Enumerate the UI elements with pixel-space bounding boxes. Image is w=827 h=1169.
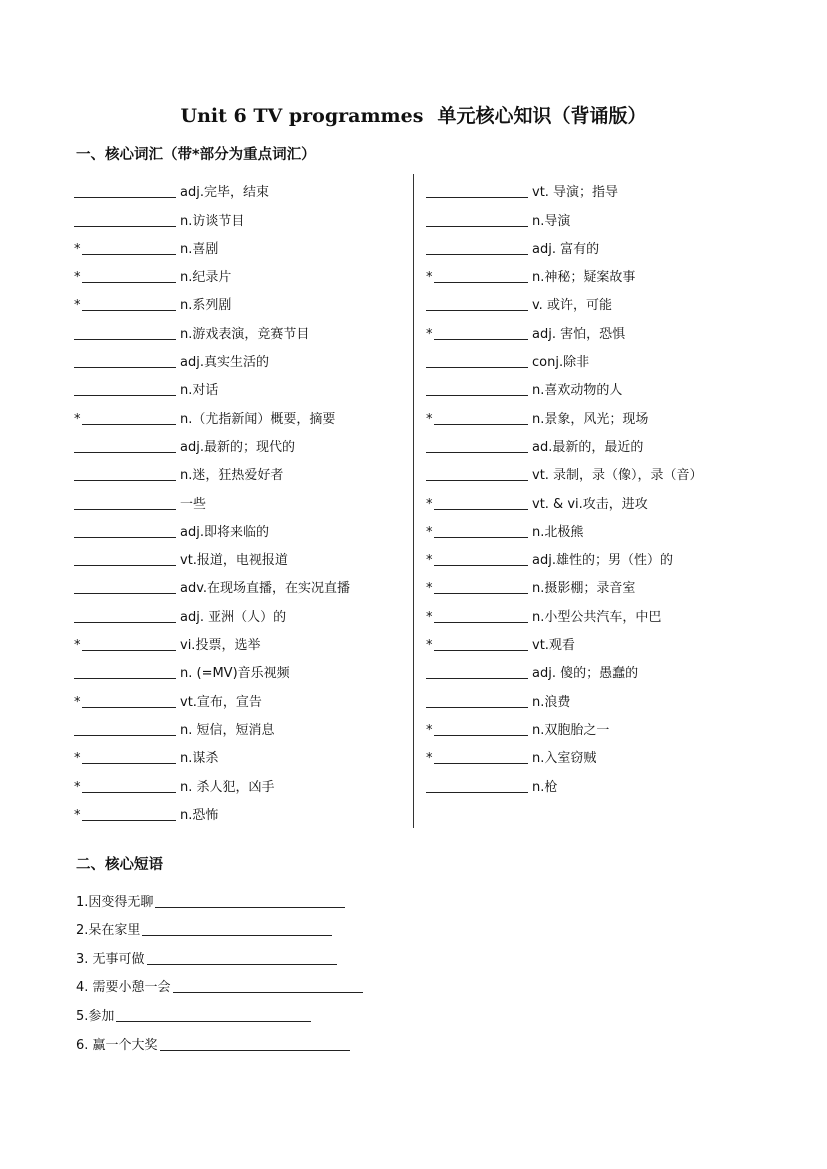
answer-blank[interactable]	[434, 495, 528, 510]
answer-blank[interactable]	[434, 410, 528, 425]
phrase-prompt: 2.呆在家里	[76, 923, 141, 939]
vocab-item	[74, 681, 404, 709]
column-divider	[413, 174, 414, 828]
answer-blank[interactable]	[74, 466, 176, 481]
vocab-definition: n.双胞胎之一	[532, 722, 610, 738]
phrase-item	[76, 1024, 363, 1053]
vocab-item	[426, 229, 746, 257]
answer-blank[interactable]	[74, 523, 176, 538]
vocab-item	[426, 596, 746, 624]
page-title	[0, 101, 827, 128]
section-heading-vocabulary: 一、核心词汇（带*部分为重点词汇）	[76, 147, 316, 163]
vocab-definition: n. (=MV)音乐视频	[180, 666, 290, 682]
vocab-item	[426, 710, 746, 738]
vocab-definition: vi.投票，选举	[180, 638, 261, 654]
section-heading-phrases: 二、核心短语	[76, 857, 163, 873]
vocab-item	[74, 229, 404, 257]
answer-blank[interactable]	[82, 749, 176, 764]
answer-blank[interactable]	[434, 749, 528, 764]
answer-blank[interactable]	[160, 1036, 350, 1051]
answer-blank[interactable]	[426, 693, 528, 708]
answer-blank[interactable]	[426, 778, 528, 793]
answer-blank[interactable]	[82, 636, 176, 651]
vocab-definition: v. 或许，可能	[532, 298, 612, 314]
answer-blank[interactable]	[426, 381, 528, 396]
key-word-marker: *	[426, 751, 433, 767]
key-word-marker: *	[74, 807, 81, 823]
vocab-item	[74, 738, 404, 766]
vocab-definition: n. 杀人犯，凶手	[180, 779, 275, 795]
answer-blank[interactable]	[82, 268, 176, 283]
vocab-definition: adj. 傻的；愚蠢的	[532, 666, 639, 682]
vocab-item	[74, 398, 404, 426]
phrase-prompt: 4. 需要小憩一会	[76, 980, 171, 996]
key-word-marker: *	[74, 638, 81, 654]
vocab-definition: adj.真实生活的	[180, 355, 269, 371]
vocab-item	[426, 738, 746, 766]
vocab-definition: vt.观看	[532, 638, 575, 654]
vocab-item	[74, 342, 404, 370]
answer-blank[interactable]	[142, 921, 332, 936]
answer-blank[interactable]	[74, 551, 176, 566]
vocab-item	[74, 710, 404, 738]
answer-blank[interactable]	[74, 721, 176, 736]
vocab-definition: n.北极熊	[532, 524, 584, 540]
vocab-item	[426, 172, 746, 200]
vocab-definition: n.访谈节目	[180, 213, 245, 229]
vocab-item	[426, 766, 746, 794]
title-chinese: 单元核心知识（背诵版）	[437, 105, 647, 127]
phrase-item	[76, 995, 363, 1024]
answer-blank[interactable]	[74, 212, 176, 227]
key-word-marker: *	[426, 411, 433, 427]
answer-blank[interactable]	[426, 466, 528, 481]
phrase-item	[76, 881, 363, 910]
vocab-item	[426, 370, 746, 398]
vocab-definition: adj.完毕，结束	[180, 185, 269, 201]
phrase-item	[76, 967, 363, 996]
vocab-definition: n.小型公共汽车，中巴	[532, 609, 662, 625]
answer-blank[interactable]	[434, 608, 528, 623]
answer-blank[interactable]	[82, 778, 176, 793]
vocab-item	[426, 568, 746, 596]
answer-blank[interactable]	[116, 1007, 311, 1022]
vocab-item	[74, 483, 404, 511]
vocab-definition: vt. 导演；指导	[532, 185, 619, 201]
phrase-item	[76, 938, 363, 967]
vocab-item	[74, 625, 404, 653]
answer-blank[interactable]	[426, 240, 528, 255]
answer-blank[interactable]	[74, 381, 176, 396]
vocab-item	[74, 427, 404, 455]
vocab-definition: n. 短信，短消息	[180, 722, 275, 738]
answer-blank[interactable]	[74, 183, 176, 198]
answer-blank[interactable]	[147, 950, 337, 965]
vocab-definition: n.谋杀	[180, 751, 219, 767]
phrase-item	[76, 910, 363, 939]
vocab-item	[426, 313, 746, 341]
answer-blank[interactable]	[434, 551, 528, 566]
answer-blank[interactable]	[426, 353, 528, 368]
vocab-item	[426, 257, 746, 285]
vocab-item	[74, 766, 404, 794]
vocab-item	[426, 285, 746, 313]
answer-blank[interactable]	[74, 325, 176, 340]
answer-blank[interactable]	[74, 608, 176, 623]
answer-blank[interactable]	[434, 268, 528, 283]
vocab-definition: n.纪录片	[180, 270, 232, 286]
vocab-item	[426, 483, 746, 511]
answer-blank[interactable]	[426, 296, 528, 311]
vocab-item	[74, 172, 404, 200]
vocab-item	[74, 370, 404, 398]
answer-blank[interactable]	[155, 893, 345, 908]
answer-blank[interactable]	[426, 212, 528, 227]
answer-blank[interactable]	[82, 806, 176, 821]
key-word-marker: *	[74, 298, 81, 314]
vocab-definition: adj.雄性的；男（性）的	[532, 553, 673, 569]
answer-blank[interactable]	[82, 296, 176, 311]
vocab-item	[74, 540, 404, 568]
vocab-definition: n.喜剧	[180, 241, 219, 257]
key-word-marker: *	[426, 638, 433, 654]
answer-blank[interactable]	[74, 438, 176, 453]
vocab-item	[74, 257, 404, 285]
vocabulary-left-column	[74, 172, 404, 823]
phrase-prompt: 1.因变得无聊	[76, 894, 154, 910]
vocab-definition: n.导演	[532, 213, 571, 229]
vocab-definition: n.恐怖	[180, 807, 219, 823]
answer-blank[interactable]	[434, 325, 528, 340]
phrase-prompt: 6. 赢一个大奖	[76, 1037, 158, 1053]
vocab-item	[426, 398, 746, 426]
vocab-definition: vt. & vi.攻击，进攻	[532, 496, 648, 512]
vocab-definition: vt. 录制，录（像），录（音）	[532, 468, 703, 484]
vocab-definition: n.摄影棚；录音室	[532, 581, 636, 597]
vocab-item	[426, 653, 746, 681]
vocab-item	[74, 512, 404, 540]
vocab-definition: 一些	[180, 496, 207, 512]
answer-blank[interactable]	[74, 664, 176, 679]
answer-blank[interactable]	[82, 693, 176, 708]
vocab-item	[74, 313, 404, 341]
vocab-item	[426, 540, 746, 568]
vocab-definition: vt.报道，电视报道	[180, 553, 288, 569]
vocab-definition: n.喜欢动物的人	[532, 383, 623, 399]
key-word-marker: *	[426, 609, 433, 625]
vocabulary-right-column	[426, 172, 746, 795]
answer-blank[interactable]	[426, 183, 528, 198]
key-word-marker: *	[74, 411, 81, 427]
key-word-marker: *	[74, 694, 81, 710]
vocab-definition: n.神秘；疑案故事	[532, 270, 636, 286]
vocab-definition: n.迷，狂热爱好者	[180, 468, 284, 484]
answer-blank[interactable]	[434, 523, 528, 538]
key-word-marker: *	[74, 270, 81, 286]
key-word-marker: *	[426, 524, 433, 540]
vocab-definition: n.对话	[180, 383, 219, 399]
vocab-definition: n.（尤指新闻）概要，摘要	[180, 411, 336, 427]
vocab-item	[426, 681, 746, 709]
vocab-item	[74, 596, 404, 624]
key-word-marker: *	[426, 581, 433, 597]
vocab-item	[74, 200, 404, 228]
vocab-item	[426, 512, 746, 540]
key-word-marker: *	[74, 241, 81, 257]
vocab-definition: adj. 富有的	[532, 241, 600, 257]
title-english: Unit 6 TV programmes	[180, 105, 424, 127]
vocab-definition: n.景象，风光；现场	[532, 411, 649, 427]
key-word-marker: *	[426, 722, 433, 738]
vocab-definition: adj.最新的；现代的	[180, 439, 295, 455]
vocab-item	[74, 653, 404, 681]
vocab-definition: adv.在现场直播，在实况直播	[180, 581, 351, 597]
phrase-prompt: 3. 无事可做	[76, 951, 145, 967]
vocab-item	[426, 427, 746, 455]
vocab-definition: conj.除非	[532, 355, 590, 371]
vocab-definition: n.浪费	[532, 694, 571, 710]
vocab-definition: adj.即将来临的	[180, 524, 269, 540]
vocab-item	[426, 625, 746, 653]
answer-blank[interactable]	[426, 438, 528, 453]
answer-blank[interactable]	[74, 579, 176, 594]
vocab-item	[74, 285, 404, 313]
vocab-item	[74, 795, 404, 823]
answer-blank[interactable]	[82, 410, 176, 425]
vocab-item	[426, 455, 746, 483]
answer-blank[interactable]	[82, 240, 176, 255]
answer-blank[interactable]	[434, 721, 528, 736]
key-word-marker: *	[74, 751, 81, 767]
vocab-item	[426, 342, 746, 370]
answer-blank[interactable]	[434, 636, 528, 651]
phrase-list	[76, 881, 363, 1053]
key-word-marker: *	[426, 326, 433, 342]
vocab-definition: n.枪	[532, 779, 558, 795]
phrase-prompt: 5.参加	[76, 1008, 115, 1024]
answer-blank[interactable]	[74, 353, 176, 368]
answer-blank[interactable]	[426, 664, 528, 679]
key-word-marker: *	[426, 496, 433, 512]
vocab-definition: adj. 害怕，恐惧	[532, 326, 626, 342]
vocab-definition: adj. 亚洲（人）的	[180, 609, 287, 625]
vocab-definition: n.游戏表演，竞赛节目	[180, 326, 310, 342]
vocab-definition: ad.最新的，最近的	[532, 439, 644, 455]
answer-blank[interactable]	[434, 579, 528, 594]
key-word-marker: *	[426, 270, 433, 286]
vocab-definition: vt.宣布，宣告	[180, 694, 262, 710]
vocab-definition: n.系列剧	[180, 298, 232, 314]
vocab-item	[74, 455, 404, 483]
vocab-item	[74, 568, 404, 596]
answer-blank[interactable]	[173, 978, 363, 993]
vocab-item	[426, 200, 746, 228]
key-word-marker: *	[426, 553, 433, 569]
key-word-marker: *	[74, 779, 81, 795]
answer-blank[interactable]	[74, 495, 176, 510]
vocab-definition: n.入室窃贼	[532, 751, 597, 767]
